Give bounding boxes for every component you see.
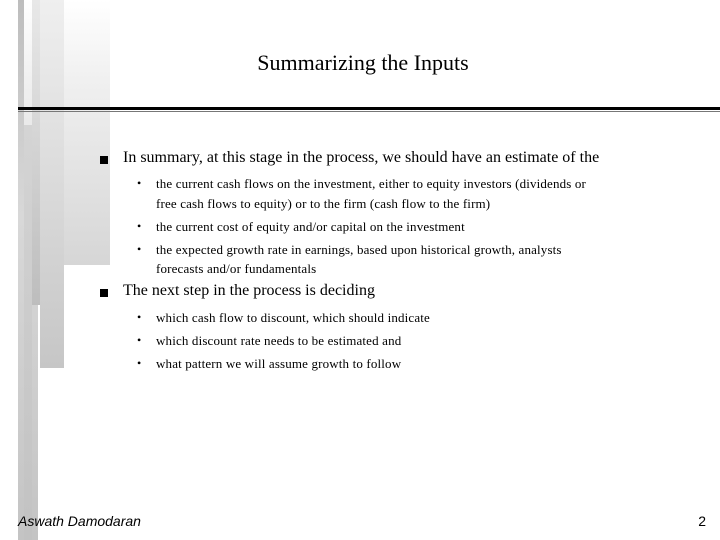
sub-bullet-dot-icon: • xyxy=(137,333,142,347)
bullet-square-icon xyxy=(100,289,108,297)
bullet-2-text: The next step in the process is deciding xyxy=(123,282,375,299)
sub-bullet-dot-icon: • xyxy=(137,356,142,370)
sub-bullet-2-1-line-1: which cash flow to discount, which should indicate xyxy=(156,310,430,325)
sub-bullet-dot-icon: • xyxy=(137,176,142,190)
footer-author: Aswath Damodaran xyxy=(18,513,141,529)
bullet-1-text: In summary, at this stage in the process, we should have an estimate of the xyxy=(123,149,600,166)
sub-bullet-dot-icon: • xyxy=(137,310,142,324)
bullet-square-icon xyxy=(100,156,108,164)
sub-bullet-2-3-line-1: what pattern we will assume growth to follow xyxy=(156,356,402,371)
decor-bar-5 xyxy=(24,125,32,540)
sub-bullet-1-3-line-1: the expected growth rate in earnings, based upon historical growth, analysts xyxy=(156,242,562,257)
slide-title: Summarizing the Inputs xyxy=(257,50,469,75)
title-rule-shadow xyxy=(18,111,720,112)
sub-bullet-dot-icon: • xyxy=(137,219,142,233)
sub-bullet-1-3-line-2: forecasts and/or fundamentals xyxy=(156,261,317,276)
sub-bullet-1-1-line-1: the current cash flows on the investment, either to equity investors (dividends or xyxy=(156,176,587,191)
sub-bullet-1-1-line-2: free cash flows to equity) or to the firm (cash flow to the firm) xyxy=(156,196,491,211)
page-number: 2 xyxy=(698,513,706,529)
sub-bullet-2-2-line-1: which discount rate needs to be estimated and xyxy=(156,333,402,348)
title-rule xyxy=(18,107,720,110)
sub-bullet-dot-icon: • xyxy=(137,242,142,256)
sub-bullet-1-2-line-1: the current cost of equity and/or capital on the investment xyxy=(156,219,465,234)
